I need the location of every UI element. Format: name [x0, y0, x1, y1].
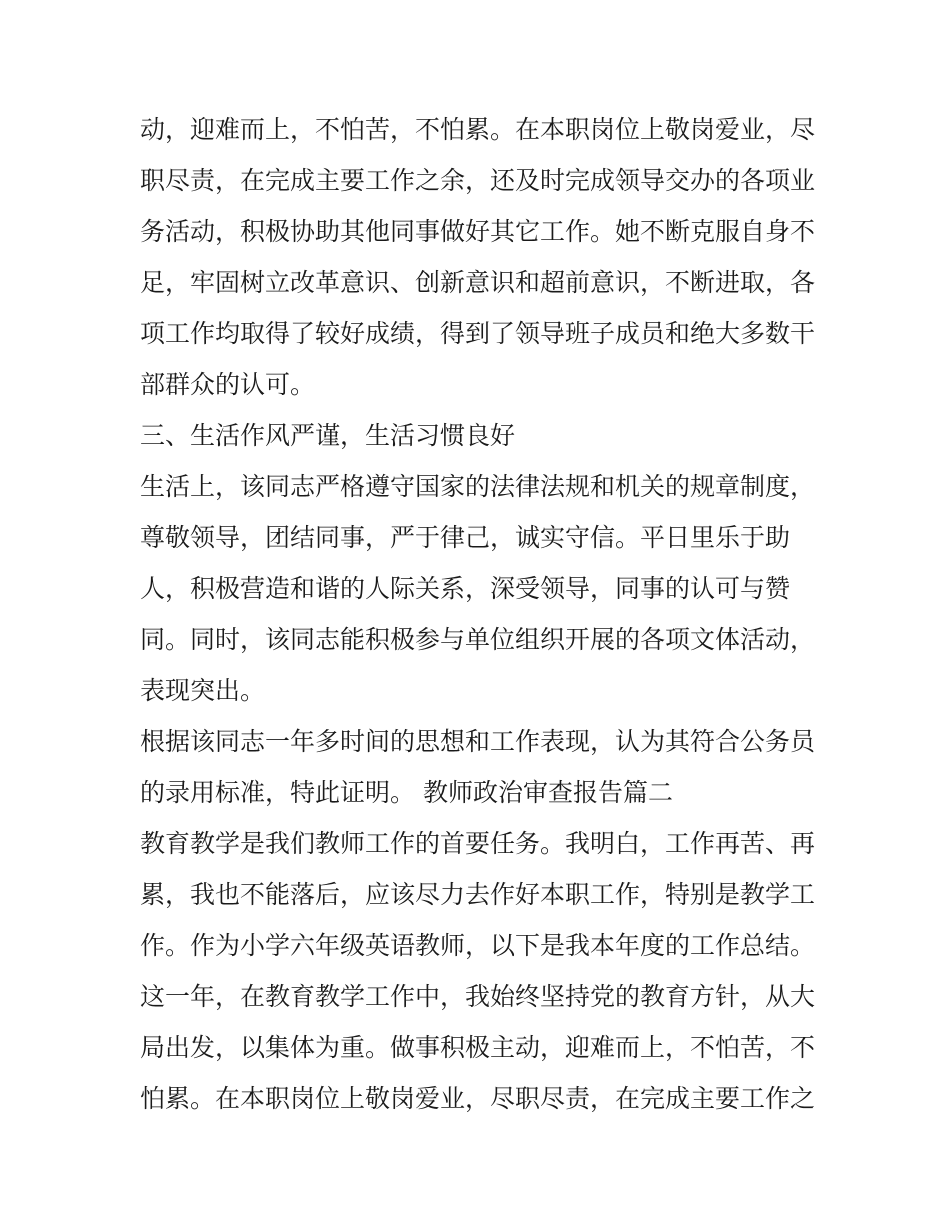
text-line: 生活上，该同志严格遵守国家的法律法规和机关的规章制度， — [140, 472, 816, 501]
text-line: 这一年，在教育教学工作中，我始终坚持党的教育方针，从大 — [140, 982, 816, 1011]
text-line: 足，牢固树立改革意识、创新意识和超前意识，不断进取，各 — [140, 268, 816, 297]
text-line: 项工作均取得了较好成绩，得到了领导班子成员和绝大多数干 — [140, 319, 816, 348]
text-line: 人，积极营造和谐的人际关系，深受领导，同事的认可与赞 — [140, 574, 791, 603]
text-line: 职尽责，在完成主要工作之余，还及时完成领导交办的各项业 — [140, 166, 816, 195]
text-line: 局出发，以集体为重。做事积极主动，迎难而上，不怕苦，不 — [140, 1033, 816, 1062]
text-line: 动，迎难而上，不怕苦，不怕累。在本职岗位上敬岗爱业，尽 — [140, 115, 816, 144]
text-line: 的录用标准，特此证明。 教师政治审查报告篇二 — [140, 778, 673, 807]
text-line: 根据该同志一年多时间的思想和工作表现，认为其符合公务员 — [140, 727, 816, 756]
text-line: 教育教学是我们教师工作的首要任务。我明白，工作再苦、再 — [140, 829, 816, 858]
text-line: 怕累。在本职岗位上敬岗爱业，尽职尽责，在完成主要工作之 — [140, 1084, 816, 1113]
text-line: 同。同时，该同志能积极参与单位组织开展的各项文体活动， — [140, 625, 816, 654]
text-line: 作。作为小学六年级英语教师，以下是我本年度的工作总结。 — [140, 931, 816, 960]
text-line: 尊敬领导，团结同事，严于律己，诚实守信。平日里乐于助 — [140, 523, 791, 552]
document-body — [140, 104, 820, 1124]
text-line: 务活动，积极协助其他同事做好其它工作。她不断克服自身不 — [140, 217, 816, 246]
text-line: 累，我也不能落后，应该尽力去作好本职工作，特别是教学工 — [140, 880, 816, 909]
section-heading: 三、生活作风严谨，生活习惯良好 — [140, 421, 516, 450]
text-line: 部群众的认可。 — [140, 370, 316, 399]
text-line: 表现突出。 — [140, 676, 266, 705]
